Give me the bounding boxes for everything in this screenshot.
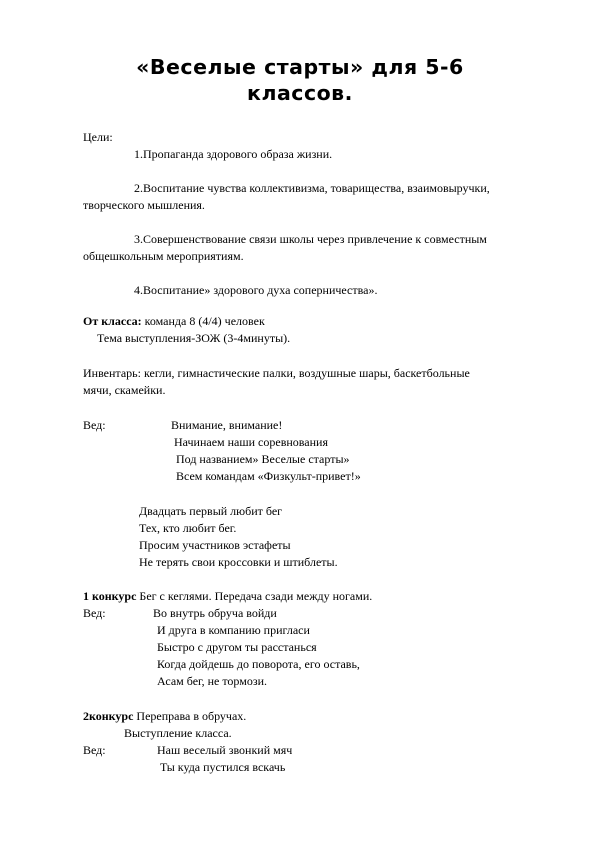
- contest-2: [83, 709, 246, 724]
- poem-2-line: Просим участников эстафеты: [139, 538, 291, 552]
- poem-1-line: Внимание, внимание!: [171, 418, 283, 432]
- poem-1-line: Под названием» Веселые старты»: [176, 452, 350, 466]
- title-line-1: «Веселые старты» для 5-6: [136, 55, 464, 79]
- ved-label-3: Вед:: [83, 743, 106, 757]
- goal-2-line-1: 2.Воспитание чувства коллективизма, товарищества, взаимовыручки,: [134, 181, 490, 195]
- from-class-label: От класса:: [83, 314, 142, 328]
- goal-3-line-1: 3.Совершенствование связи школы через привлечение к совместным: [134, 232, 487, 246]
- poem-3-line: Когда дойдешь до поворота, его оставь,: [157, 657, 360, 671]
- poem-2-line: Двадцать первый любит бег: [139, 504, 283, 518]
- poem-2-line: Не терять свои кроссовки и штиблеты.: [139, 555, 338, 569]
- poem-1-line: Всем командам «Физкульт-привет!»: [176, 469, 361, 483]
- class-performance: Выступление класса.: [124, 726, 232, 740]
- contest-1: [83, 589, 372, 604]
- contest-2-label: 2конкурс: [83, 709, 134, 723]
- goal-4: 4.Воспитание» здорового духа соперничества».: [134, 283, 378, 297]
- poem-4-line: Ты куда пустился вскачь: [160, 760, 286, 774]
- poem-1-line: Начинаем наши соревнования: [174, 435, 328, 449]
- from-class-text: команда 8 (4/4) человек: [141, 314, 265, 328]
- poem-3-line: Быстро с другом ты расстанься: [157, 640, 317, 654]
- ved-label-2: Вед:: [83, 606, 106, 620]
- inventory-line-1: Инвентарь: кегли, гимнастические палки, воздушные шары, баскетбольные: [83, 366, 470, 380]
- ved-label-1: Вед:: [83, 418, 106, 432]
- goal-1: 1.Пропаганда здорового образа жизни.: [134, 147, 333, 161]
- poem-4-line: Наш веселый звонкий мяч: [157, 743, 293, 757]
- title-line-2: классов.: [247, 81, 353, 105]
- from-class: [83, 314, 265, 329]
- contest-2-text: Переправа в обручах.: [133, 709, 247, 723]
- poem-3-line: И друга в компанию пригласи: [157, 623, 310, 637]
- contest-1-label: 1 конкурс: [83, 589, 137, 603]
- poem-3-line: Асам бег, не тормози.: [157, 674, 268, 688]
- poem-2-line: Тех, кто любит бег.: [139, 521, 237, 535]
- poem-3-line: Во внутрь обруча войди: [153, 606, 277, 620]
- document-title: [100, 54, 500, 106]
- contest-1-text: Бег с кеглями. Передача сзади между ногами.: [136, 589, 373, 603]
- goal-2-line-2: творческого мышления.: [83, 198, 205, 212]
- goals-label: Цели:: [83, 130, 113, 144]
- goal-3-line-2: общешкольным мероприятиям.: [83, 249, 244, 263]
- theme: Тема выступления-ЗОЖ (3-4минуты).: [97, 331, 291, 345]
- inventory-line-2: мячи, скамейки.: [83, 383, 166, 397]
